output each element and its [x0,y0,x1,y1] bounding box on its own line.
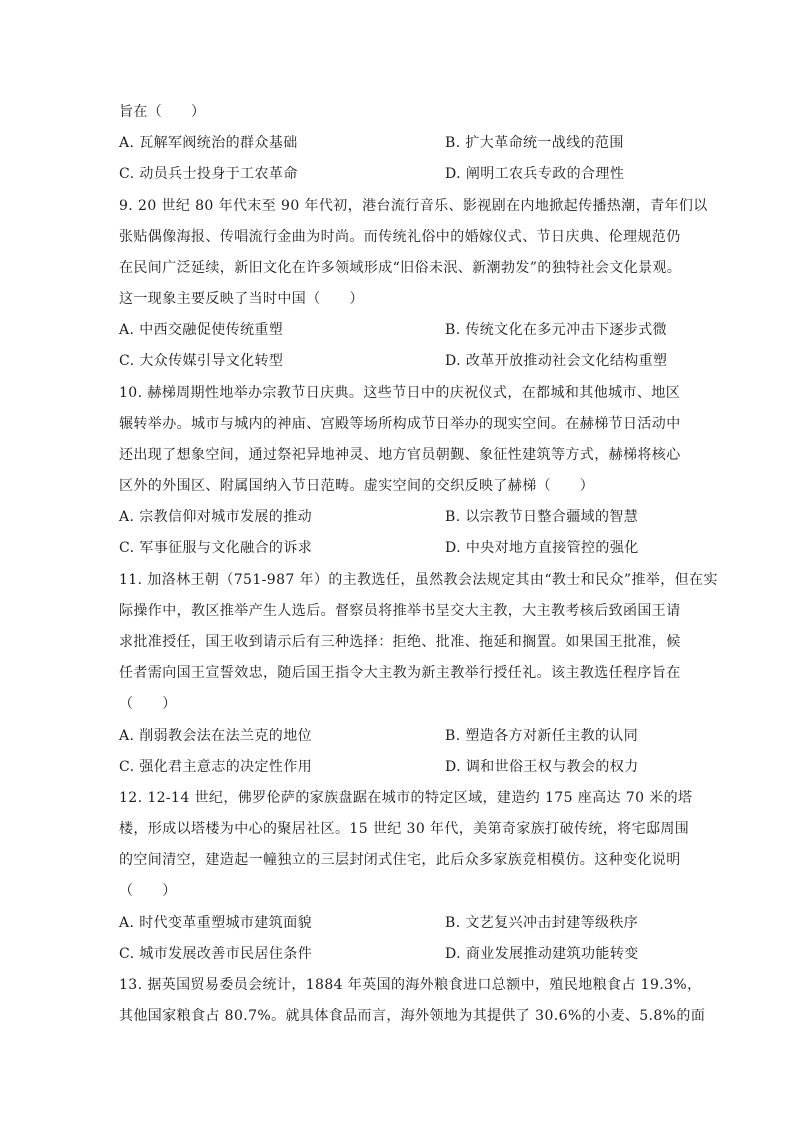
q13-stem-line-1: 13. 据英国贸易委员会统计，1884 年英国的海外粮食进口总额中，殖民地粮食占 19.3%， [119,977,702,993]
q9-stem-line-4: 这一现象主要反映了当时中国（ ） [119,291,364,307]
q8-option-b[interactable]: B. 扩大革命统一战线的范围 [445,135,624,151]
q9-stem-line-3: 在民间广泛延续，新旧文化在许多领域形成“旧俗未泯、新潮勃发”的独特社会文化景观。 [119,260,682,276]
q12-stem-line-4: （ ） [119,883,177,899]
q10-stem-line-4: 区外的外围区、附属国纳入节日范畴。虚实空间的交织反映了赫梯（ ） [119,478,595,494]
q8-stem-tail: 旨在（ ） [119,104,206,120]
q9-stem-line-1: 9. 20 世纪 80 年代末至 90 年代初，港台流行音乐、影视剧在内地掀起传播热潮，青年们以 [119,198,708,214]
q10-stem-line-1: 10. 赫梯周期性地举办宗教节日庆典。这些节日中的庆祝仪式，在都城和其他城市、地区 [119,385,681,401]
q12-stem-line-3: 的空间清空，建造起一幢独立的三层封闭式住宅，此后众多家族竞相模仿。这种变化说明 [119,852,681,868]
q11-option-c[interactable]: C. 强化君主意志的决定性作用 [119,759,313,775]
q9-option-b[interactable]: B. 传统文化在多元冲击下逐步式微 [445,322,667,338]
q12-option-d[interactable]: D. 商业发展推动建筑功能转变 [445,946,639,962]
q11-option-b[interactable]: B. 塑造各方对新任主教的认同 [445,728,639,744]
q12-option-c[interactable]: C. 城市发展改善市民居住条件 [119,946,313,962]
q10-option-b[interactable]: B. 以宗教节日整合疆域的智慧 [445,509,639,525]
q8-option-a[interactable]: A. 瓦解军阀统治的群众基础 [119,135,298,151]
q11-stem-line-4: 任者需向国王宣誓效忠，随后国王指令大主教为新主教举行授任礼。该主教选任程序旨在 [119,665,681,681]
q9-option-a[interactable]: A. 中西交融促使传统重塑 [119,322,284,338]
q10-stem-line-3: 还出现了想象空间，通过祭祀异地神灵、地方官员朝觐、象征性建筑等方式，赫梯将核心 [119,447,681,463]
q10-stem-line-2: 辗转举办。城市与城内的神庙、宫殿等场所构成节日举办的现实空间。在赫梯节日活动中 [119,416,681,432]
q12-stem-line-1: 12. 12-14 世纪，佛罗伦萨的家族盘踞在城市的特定区域，建造约 175 座高达 70 米的塔 [119,790,693,806]
q10-option-a[interactable]: A. 宗教信仰对城市发展的推动 [119,509,313,525]
q9-option-c[interactable]: C. 大众传媒引导文化转型 [119,353,284,369]
q11-option-d[interactable]: D. 调和世俗王权与教会的权力 [445,759,639,775]
q11-stem-line-3: 求批准授任，国王收到请示后有三种选择：拒绝、批准、拖延和搁置。如果国王批准，候 [119,634,681,650]
q11-stem-line-5: （ ） [119,696,177,712]
q12-option-b[interactable]: B. 文艺复兴冲击封建等级秩序 [445,915,639,931]
q9-option-d[interactable]: D. 改革开放推动社会文化结构重塑 [445,353,668,369]
q10-option-c[interactable]: C. 军事征服与文化融合的诉求 [119,540,313,556]
q13-stem-line-2: 其他国家粮食占 80.7%。就具体食品而言，海外领地为其提供了 30.6%的小麦、5.8%的面 [119,1008,706,1024]
q8-option-d[interactable]: D. 阐明工农兵专政的合理性 [445,166,625,182]
q12-stem-line-2: 楼，形成以塔楼为中心的聚居社区。15 世纪 30 年代，美第奇家族打破传统，将宅邸周围 [119,821,690,837]
q8-option-c[interactable]: C. 动员兵士投身于工农革命 [119,166,298,182]
q11-stem-line-2: 际操作中，教区推举产生人选后。督察员将推举书呈交大主教，大主教考核后致函国王请 [119,603,681,619]
q12-option-a[interactable]: A. 时代变革重塑城市建筑面貌 [119,915,313,931]
q11-option-a[interactable]: A. 削弱教会法在法兰克的地位 [119,728,313,744]
q10-option-d[interactable]: D. 中央对地方直接管控的强化 [445,540,639,556]
q11-stem-line-1: 11. 加洛林王朝（751-987 年）的主教选任，虽然教会法规定其由“教士和民众”推举，但在实 [119,572,718,588]
q9-stem-line-2: 张贴偶像海报、传唱流行金曲为时尚。而传统礼俗中的婚嫁仪式、节日庆典、伦理规范仍 [119,229,681,245]
